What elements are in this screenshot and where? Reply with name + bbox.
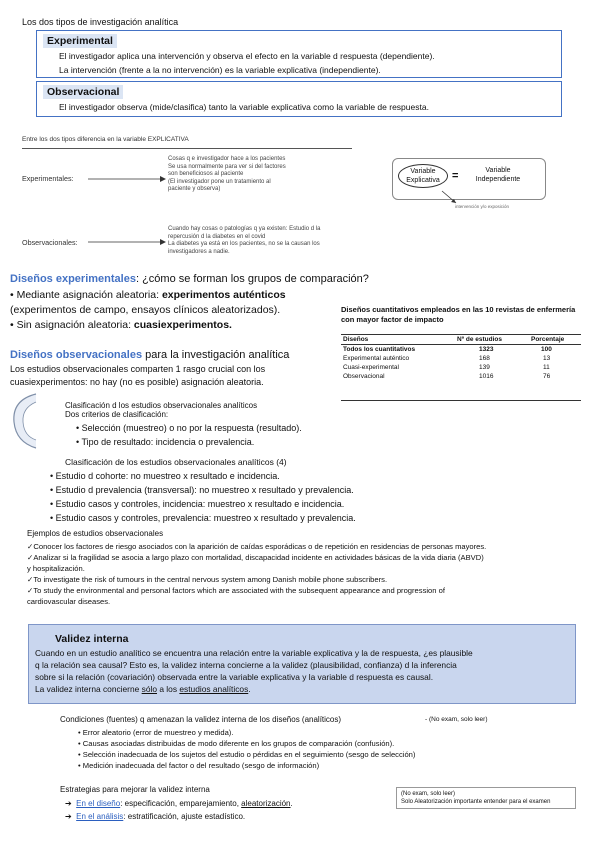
list-item: • Medición inadecuada del factor o del resultado (sesgo de información) — [78, 761, 320, 770]
disenos-obs-line2: cuasiexperimentos: no hay (no es posible) asignación aleatoria. — [10, 377, 264, 387]
estrategias-list — [65, 797, 293, 823]
clasif1-title: Clasificación d los estudios observacionales analíticos — [65, 401, 258, 410]
slide-obs-text: Cuando hay cosas o patologías q ya existen: Estudio d la repercusión d la diabetes en el covid La diabetes ya está en los pacientes, no se la causan los investigadores a nadie. — [168, 226, 321, 255]
list-item: • Causas asociadas distribuidas de modo diferente en los grupos de comparación (confusión). — [78, 739, 395, 748]
exp-arrow-icon — [88, 174, 166, 184]
disenos-exp-list: • Mediante asignación aleatoria: experimentos auténticos (experimentos de campo, ensayos clínicos aleatorizados). • Sin asignación aleatoria: cuasiexperimentos. — [10, 289, 286, 331]
list-item: ➔ En el diseño: especificación, emparejamiento, aleatorización. — [65, 799, 293, 808]
estrategias-title: Estrategias para mejorar la validez interna — [60, 785, 210, 794]
condiciones-title: Condiciones (fuentes) q amenazan la validez interna de los diseños (analíticos) — [60, 715, 342, 724]
list-item: • Tipo de resultado: incidencia o prevalencia. — [76, 437, 255, 447]
validez-box: Validez interna Cuando en un estudio analítico se encuentra una relación entre la variable explicativa y la de respuesta, ¿es plausible q la relación sea causal? Esto es, la validez interna concierne a la validez (plausibilidad, confianza) d la inferencia sobre si la relación (covariación) observada entre la variable explicativa y la variable d respuesta es causal. La validez interna concierne sólo a los estudios analíticos. — [28, 624, 576, 704]
clasif2-list — [50, 469, 356, 525]
list-item: • Estudio casos y controles, prevalencia: muestreo x resultado y prevalencia. — [50, 513, 356, 523]
slide-exp-label: Experimentales: — [22, 174, 74, 183]
disenos-obs-line1: Los estudios observacionales comparten 1 rasgo crucial con los — [10, 364, 266, 374]
disenos-obs-heading: Diseños observacionales para la investigación analítica — [10, 349, 290, 361]
experimental-box — [36, 30, 562, 78]
experimental-line2: La intervención (frente a la no intervención) es la variable explicativa (independiente). — [59, 65, 381, 75]
slide-exp-text: Cosas q e investigador hace a los pacientes Se usa normalmente para ver si del factores son beneficiosos al paciente (El investigador pone un tratamiento al paciente y observa) — [168, 156, 286, 192]
table-caption: Diseños cuantitativos empleados en las 10 revistas de enfermería con mayor factor de impacto — [341, 305, 576, 324]
disenos-obs-title: Diseños observacionales — [10, 349, 143, 361]
clasif1-sub: Dos criterios de clasificación: — [65, 410, 169, 419]
condiciones-list — [78, 727, 415, 771]
slide-header: Entre los dos tipos diferencia en la variable EXPLICATIVA — [22, 136, 189, 143]
observacional-title: Observacional — [43, 85, 123, 99]
list-item: • Selección (muestreo) o no por la respuesta (resultado). — [76, 423, 302, 433]
disenos-exp-title: Diseños experimentales — [10, 273, 136, 285]
list-item: • Error aleatorio (error de muestreo y medida). — [78, 728, 234, 737]
clasif2-title: Clasificación de los estudios observacionales analíticos (4) — [65, 457, 287, 467]
observacional-box — [36, 81, 562, 117]
slide-note: intervención y/o exposición — [455, 204, 510, 209]
studies-table — [341, 335, 581, 381]
table-row: Experimental auténtico 168 13 — [343, 355, 551, 362]
disenos-exp-question: : ¿cómo se forman los grupos de comparación? — [135, 273, 369, 285]
clasif1-list — [76, 421, 302, 449]
list-item: • Estudio casos y controles, incidencia: muestreo x resultado e incidencia. — [50, 499, 345, 509]
page-title: Los dos tipos de investigación analítica — [22, 17, 179, 27]
list-item: • Estudio d cohorte: no muestreo x resultado e incidencia. — [50, 471, 280, 481]
en-el-diseno-link[interactable]: En el diseño — [76, 799, 121, 808]
table-row: Cuasi-experimental 139 11 — [343, 364, 550, 371]
validez-title: Validez interna — [55, 633, 129, 645]
slide-obs-label: Observacionales: — [22, 238, 78, 247]
ejemplos-list: ✓Conocer los factores de riesgo asociados con la aparición de caídas esporádicas o de repetición en residencias de personas mayores. ✓Analizar si la fragilidad se asocia a largo plazo con mortalidad, discapacidad incidente en actividades básicas de la vida diaria (ABVD) y hospitalización. ✓To investigate the risk of tumours in the central nervous system among Danish mobile phone subscribers. ✓To study the environmental and personal factors which are associated with the subsequent appearance and progression of cardiovascular diseases. — [27, 542, 487, 606]
exam-note-box: (No exam, solo leer) Solo Aleatorización importante entender para el examen — [396, 787, 576, 809]
disenos-exp-heading — [10, 272, 369, 286]
table-row: Todos los cuantitativos 1323 100 — [341, 345, 581, 355]
en-el-analisis-link[interactable]: En el análisis — [76, 812, 124, 821]
equals-sign: = — [452, 170, 459, 182]
list-item: ➔ En el análisis: estratificación, ajuste estadístico. — [65, 812, 246, 821]
condiciones-note: - (No exam, solo leer) — [425, 716, 488, 723]
experimentos-autenticos: experimentos auténticos — [161, 289, 286, 301]
ejemplos-title: Ejemplos de estudios observacionales — [27, 529, 164, 538]
observacional-line1: El investigador observa (mide/clasifica) tanto la variable explicativa como la variable de respuesta. — [59, 102, 429, 112]
table-row: Observacional 1016 76 — [343, 373, 551, 380]
table-header-row: Diseños Nº de estudios Porcentaje — [343, 336, 565, 343]
variable-oval: Variable Explicativa — [398, 164, 448, 188]
slide-divider — [22, 148, 352, 149]
list-item: • Selección inadecuada de los sujetos del estudio o pérdidas en el seguimiento (sesgo de selección) — [78, 750, 416, 759]
cuasiexperimentos: cuasiexperimentos. — [133, 319, 232, 331]
list-item: • Estudio d prevalencia (transversal): no muestreo x resultado y prevalencia. — [50, 485, 354, 495]
variable-independiente: Variable Independiente — [475, 167, 521, 183]
obs-arrow-icon — [88, 237, 166, 247]
experimental-line1: El investigador aplica una intervención y observa el efecto en la variable d respuesta (dependiente). — [59, 51, 435, 61]
experimental-title: Experimental — [43, 34, 117, 48]
curved-arrow-icon — [10, 392, 40, 454]
